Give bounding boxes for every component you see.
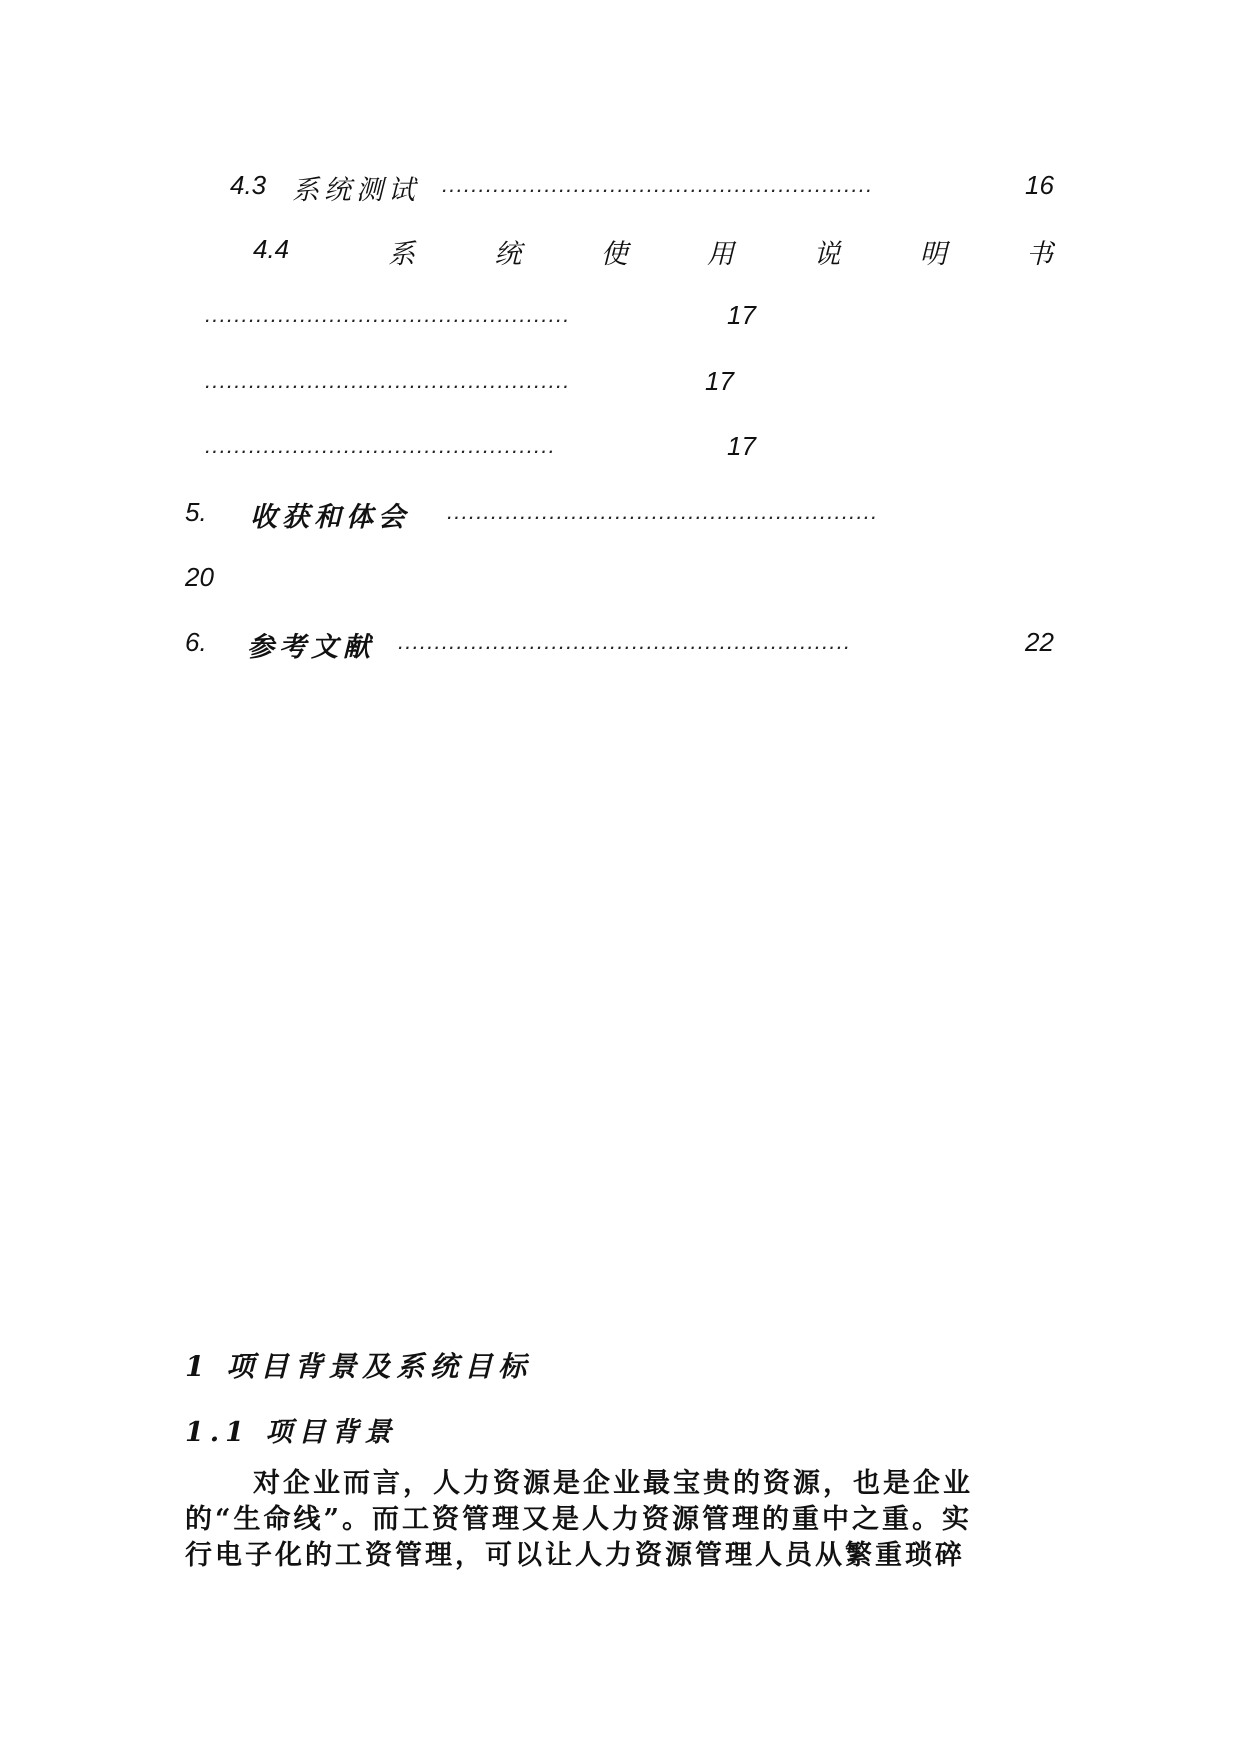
toc-leader-dots: .................................................. xyxy=(205,302,571,327)
toc-leader-dots: ................................................ xyxy=(205,433,556,458)
paragraph-line: 行电子化的工资管理，可以让人力资源管理人员从繁重琐碎 xyxy=(185,1540,965,1571)
toc-title-char: 明 xyxy=(919,239,947,270)
toc-title-char: 用 xyxy=(706,239,734,270)
toc-title-char: 系 xyxy=(388,239,415,270)
toc-page-number: 17 xyxy=(727,300,756,330)
paragraph-line: 的“生命线”。而工资管理又是人力资源管理的重中之重。实 xyxy=(185,1504,973,1535)
paragraph-line: 对企业而言，人力资源是企业最宝贵的资源，也是企业 xyxy=(253,1468,973,1499)
toc-leader-dots: .................................................. xyxy=(205,368,571,393)
toc-page-number: 16 xyxy=(1025,170,1054,200)
toc-title-spread xyxy=(388,232,1053,271)
toc-orphan-line[interactable] xyxy=(205,429,765,465)
toc-title-char: 说 xyxy=(813,239,841,270)
toc-leader-dots: .............................................................. xyxy=(398,629,852,654)
body-paragraph xyxy=(185,1466,1047,1574)
toc-page-number: 20 xyxy=(185,562,214,592)
section-heading: 1 项目背景及系统目标 xyxy=(185,1350,533,1383)
toc-orphan-line[interactable] xyxy=(205,364,745,400)
toc-title-char: 统 xyxy=(494,239,522,270)
toc-page-number: 17 xyxy=(705,366,734,396)
toc-title-char: 书 xyxy=(1025,239,1053,270)
subsection-heading: 1.1 项目背景 xyxy=(185,1417,398,1448)
toc-page-number: 17 xyxy=(727,431,756,461)
toc-entry-5[interactable] xyxy=(185,495,1065,531)
toc-number: 6. xyxy=(185,627,207,657)
toc-page-number: 22 xyxy=(1025,627,1054,657)
toc-title: 收获和体会 xyxy=(250,502,410,533)
toc-number: 4.3 xyxy=(230,170,267,200)
toc-number: 5. xyxy=(185,497,207,527)
toc-entry-4-4[interactable] xyxy=(253,232,1053,268)
toc-leader-dots: ........................................................... xyxy=(447,499,879,524)
toc-entry-5-page-line xyxy=(185,560,265,596)
toc-leader-dots: ........................................................... xyxy=(442,172,874,197)
toc-entry-6[interactable] xyxy=(185,625,1075,661)
toc-title: 参考文献 xyxy=(247,632,375,663)
toc-title-char: 使 xyxy=(600,239,628,270)
toc-number: 4.4 xyxy=(253,234,290,264)
toc-entry-4-3[interactable] xyxy=(230,168,1060,204)
toc-title: 系统测试 xyxy=(292,175,420,206)
toc-entry-4-4-leader[interactable] xyxy=(205,298,765,334)
